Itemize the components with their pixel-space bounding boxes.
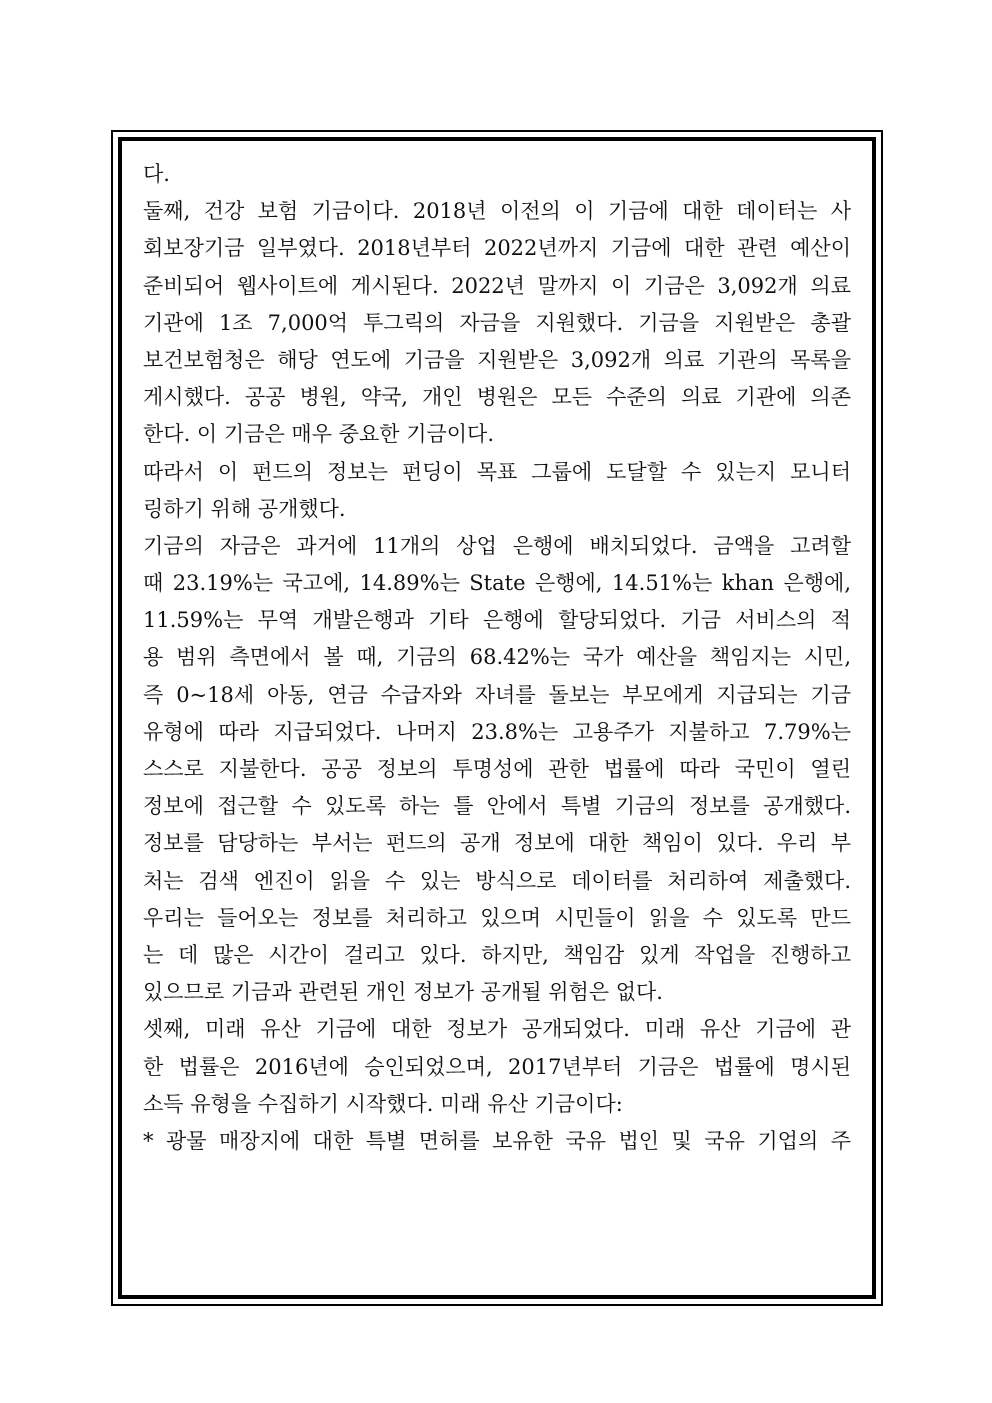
text-line: 준비되어 웹사이트에 게시된다. 2022년 말까지 이 기금은 3,092개 의료 [143,273,851,298]
text-line: 따라서 이 펀드의 정보는 펀딩이 목표 그룹에 도달할 수 있는지 모니터 [143,459,851,484]
text-line: 셋째, 미래 유산 기금에 대한 정보가 공개되었다. 미래 유산 기금에 관 [143,1017,851,1042]
text-line: 우리는 들어오는 정보를 처리하고 있으며 시민들이 읽을 수 있도록 만드 [143,905,851,930]
text-line: 기관에 1조 7,000억 투그릭의 자금을 지원했다. 기금을 지원받은 총괄 [143,310,851,335]
text-line: 있으므로 기금과 관련된 개인 정보가 공개될 위험은 없다. [143,980,663,1005]
text-line: 보건보험청은 해당 연도에 기금을 지원받은 3,092개 의료 기관의 목록을 [143,347,851,372]
text-line: 기금의 자금은 과거에 11개의 상업 은행에 배치되었다. 금액을 고려할 [143,533,851,558]
text-line: 처는 검색 엔진이 읽을 수 있는 방식으로 데이터를 처리하여 제출했다. [143,868,851,893]
text-line: 즉 0~18세 아동, 연금 수급자와 자녀를 돌보는 부모에게 지급되는 기금 [143,682,851,707]
text-line: 회보장기금 일부였다. 2018년부터 2022년까지 기금에 대한 관련 예산이 [143,236,851,261]
text-line: 유형에 따라 지급되었다. 나머지 23.8%는 고용주가 지불하고 7.79%는 [143,719,851,744]
text-line: 11.59%는 무역 개발은행과 기타 은행에 할당되었다. 기금 서비스의 적 [143,608,851,633]
text-line: 스스로 지불한다. 공공 정보의 투명성에 관한 법률에 따라 국민이 열린 [143,757,851,781]
text-line: 다. [143,162,170,186]
text-line: 정보를 담당하는 부서는 펀드의 공개 정보에 대한 책임이 있다. 우리 부 [143,831,851,856]
text-line: 한다. 이 기금은 매우 중요한 기금이다. [143,422,495,447]
text-line: 용 범위 측면에서 볼 때, 기금의 68.42%는 국가 예산을 책임지는 시민, [143,645,851,670]
text-line: 소득 유형을 수집하기 시작했다. 미래 유산 기금이다: [143,1091,623,1116]
text-line: 정보에 접근할 수 있도록 하는 틀 안에서 특별 기금의 정보를 공개했다. [143,794,851,819]
document-body [143,156,851,1160]
text-line: 링하기 위해 공개했다. [143,496,346,521]
text-line: * 광물 매장지에 대한 특별 면허를 보유한 국유 법인 및 국유 기업의 주 [143,1128,851,1153]
text-line: 둘째, 건강 보험 기금이다. 2018년 이전의 이 기금에 대한 데이터는 사 [143,199,851,224]
text-line: 한 법률은 2016년에 승인되었으며, 2017년부터 기금은 법률에 명시된 [143,1054,851,1079]
text-line: 는 데 많은 시간이 걸리고 있다. 하지만, 책임감 있게 작업을 진행하고 [143,942,851,967]
text-line: 때 23.19%는 국고에, 14.89%는 State 은행에, 14.51%는 khan 은행에, [143,571,851,596]
text-line: 게시했다. 공공 병원, 약국, 개인 병원은 모든 수준의 의료 기관에 의존 [143,385,851,410]
